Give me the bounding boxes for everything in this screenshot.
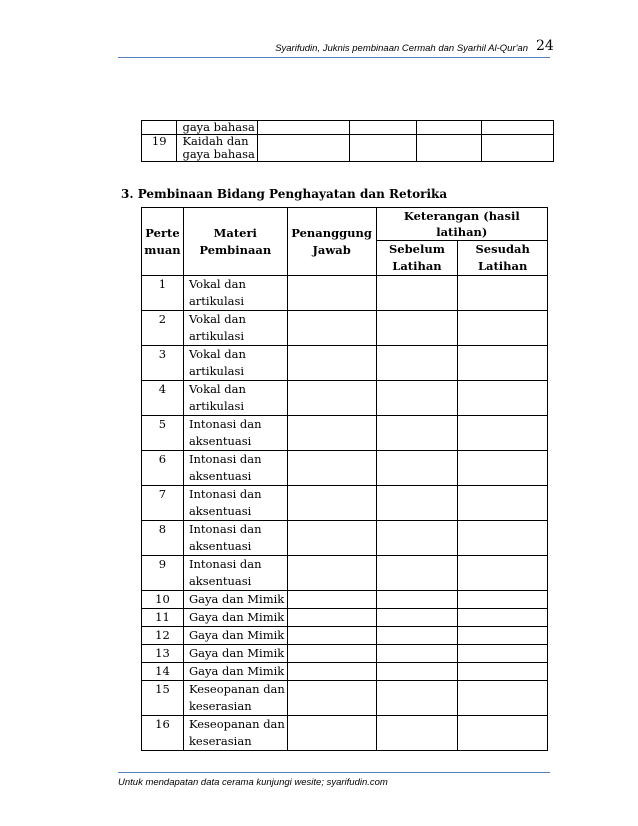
header-pertemuan-line2: muan <box>144 242 181 257</box>
table-row <box>142 645 548 663</box>
table-row <box>142 681 548 716</box>
table-row <box>142 663 548 681</box>
materi-line: Keseopanan dan <box>188 717 285 731</box>
empty-cell <box>458 521 548 556</box>
empty-cell <box>376 521 458 556</box>
materi-line: Vokal dan <box>188 312 246 326</box>
header-sesudah-line1: Sesudah <box>475 242 530 256</box>
materi-line: Gaya dan Mimik <box>188 646 285 660</box>
materi-line: artikulasi <box>188 294 245 308</box>
empty-cell <box>287 609 376 627</box>
empty-cell <box>458 381 548 416</box>
row-materi <box>183 451 287 486</box>
empty-cell <box>458 276 548 311</box>
empty-cell <box>376 663 458 681</box>
row-materi <box>183 381 287 416</box>
table-row <box>142 346 548 381</box>
row-materi <box>183 556 287 591</box>
row-materi <box>183 311 287 346</box>
table-continued-body <box>142 121 554 162</box>
empty-cell <box>349 121 416 135</box>
empty-cell <box>458 663 548 681</box>
header-penanggung-line2: Jawab <box>312 242 351 257</box>
row-number: 12 <box>142 627 184 645</box>
materi-line: Gaya dan Mimik <box>188 592 285 606</box>
materi-line: aksentuasi <box>188 504 252 518</box>
empty-cell <box>287 451 376 486</box>
row-number: 15 <box>142 681 184 716</box>
empty-cell <box>257 135 349 162</box>
empty-cell <box>376 681 458 716</box>
row-number <box>142 121 177 135</box>
empty-cell <box>482 135 554 162</box>
row-materi <box>183 663 287 681</box>
header-sebelum-line2: Latihan <box>392 259 442 273</box>
empty-cell <box>287 381 376 416</box>
empty-cell <box>416 135 481 162</box>
empty-cell <box>287 311 376 346</box>
empty-cell <box>287 486 376 521</box>
row-materi <box>183 591 287 609</box>
page-number: 24 <box>536 38 554 54</box>
materi-line: Intonasi dan <box>188 522 262 536</box>
header-rule <box>118 57 550 58</box>
empty-cell <box>376 556 458 591</box>
materi-line: Gaya dan Mimik <box>188 610 285 624</box>
table-row <box>142 591 548 609</box>
empty-cell <box>287 276 376 311</box>
row-materi <box>183 486 287 521</box>
row-number: 7 <box>142 486 184 521</box>
empty-cell <box>458 609 548 627</box>
row-materi <box>183 521 287 556</box>
empty-cell <box>458 627 548 645</box>
table-row <box>142 451 548 486</box>
materi-line: artikulasi <box>188 364 245 378</box>
materi-line: keserasian <box>188 699 252 713</box>
empty-cell <box>287 416 376 451</box>
materi-line: gaya bahasa <box>182 120 255 134</box>
empty-cell <box>287 556 376 591</box>
empty-cell <box>482 121 554 135</box>
row-number: 4 <box>142 381 184 416</box>
empty-cell <box>376 346 458 381</box>
empty-cell <box>287 663 376 681</box>
table-continued <box>141 120 554 162</box>
row-materi <box>183 716 287 751</box>
table-row <box>142 556 548 591</box>
materi-line: Kaidah dan <box>182 134 249 148</box>
table-row <box>142 381 548 416</box>
row-number: 1 <box>142 276 184 311</box>
materi-line: keserasian <box>188 734 252 748</box>
table-row <box>142 121 554 135</box>
table-row <box>142 276 548 311</box>
empty-cell <box>416 121 481 135</box>
materi-line: aksentuasi <box>188 469 252 483</box>
header-pertemuan-line1: Perte <box>145 225 180 240</box>
materi-line: artikulasi <box>188 399 245 413</box>
row-materi <box>177 135 257 162</box>
materi-line: artikulasi <box>188 329 245 343</box>
row-number: 5 <box>142 416 184 451</box>
table-row <box>142 716 548 751</box>
empty-cell <box>376 416 458 451</box>
row-number: 2 <box>142 311 184 346</box>
section-heading: 3. Pembinaan Bidang Penghayatan dan Retorika <box>121 187 448 201</box>
row-materi <box>183 416 287 451</box>
empty-cell <box>287 681 376 716</box>
table-row <box>142 486 548 521</box>
running-header: Syarifudin, Juknis pembinaan Cermah dan Syarhil Al-Qur'an <box>275 43 528 54</box>
empty-cell <box>458 716 548 751</box>
materi-line: Intonasi dan <box>188 557 262 571</box>
row-materi <box>177 121 257 135</box>
materi-line: Vokal dan <box>188 277 246 291</box>
header-sebelum-line1: Sebelum <box>389 242 445 256</box>
table-row <box>142 521 548 556</box>
row-materi <box>183 276 287 311</box>
row-number: 13 <box>142 645 184 663</box>
materi-line: aksentuasi <box>188 539 252 553</box>
row-number: 16 <box>142 716 184 751</box>
table-row <box>142 135 554 162</box>
empty-cell <box>458 591 548 609</box>
header-sesudah-line2: Latihan <box>477 259 528 273</box>
empty-cell <box>257 121 349 135</box>
row-materi <box>183 627 287 645</box>
empty-cell <box>287 591 376 609</box>
footer-text: Untuk mendapatan data cerama kunjungi wesite; syarifudin.com <box>118 777 388 788</box>
row-number: 19 <box>142 135 177 162</box>
row-materi <box>183 346 287 381</box>
empty-cell <box>287 627 376 645</box>
materi-line: aksentuasi <box>188 574 252 588</box>
header-materi-line1: Materi <box>213 225 257 240</box>
empty-cell <box>287 645 376 663</box>
empty-cell <box>376 311 458 346</box>
table-retorika <box>141 207 548 751</box>
header-materi <box>183 208 287 276</box>
row-number: 9 <box>142 556 184 591</box>
empty-cell <box>376 645 458 663</box>
empty-cell <box>376 451 458 486</box>
empty-cell <box>376 716 458 751</box>
empty-cell <box>287 346 376 381</box>
empty-cell <box>287 521 376 556</box>
materi-line: Intonasi dan <box>188 417 262 431</box>
table-retorika-body <box>142 276 548 751</box>
row-number: 8 <box>142 521 184 556</box>
empty-cell <box>349 135 416 162</box>
empty-cell <box>376 276 458 311</box>
header-penanggung <box>287 208 376 276</box>
materi-line: Vokal dan <box>188 382 246 396</box>
empty-cell <box>376 609 458 627</box>
empty-cell <box>376 591 458 609</box>
materi-line: gaya bahasa <box>182 147 255 161</box>
header-penanggung-line1: Penanggung <box>291 225 372 240</box>
row-number: 11 <box>142 609 184 627</box>
header-keterangan: Keterangan (hasil latihan) <box>376 208 547 241</box>
empty-cell <box>458 486 548 521</box>
row-number: 3 <box>142 346 184 381</box>
row-materi <box>183 645 287 663</box>
empty-cell <box>458 645 548 663</box>
empty-cell <box>287 716 376 751</box>
empty-cell <box>458 681 548 716</box>
empty-cell <box>458 311 548 346</box>
materi-line: Vokal dan <box>188 347 246 361</box>
header-pertemuan <box>142 208 184 276</box>
row-materi <box>183 681 287 716</box>
footer-rule <box>118 772 550 773</box>
materi-line: Gaya dan Mimik <box>188 628 285 642</box>
row-number: 10 <box>142 591 184 609</box>
empty-cell <box>458 346 548 381</box>
empty-cell <box>376 486 458 521</box>
empty-cell <box>458 556 548 591</box>
materi-line: Keseopanan dan <box>188 682 285 696</box>
materi-line: Intonasi dan <box>188 452 262 466</box>
empty-cell <box>376 381 458 416</box>
table-row <box>142 311 548 346</box>
materi-line: Gaya dan Mimik <box>188 664 285 678</box>
empty-cell <box>376 627 458 645</box>
table-row <box>142 609 548 627</box>
materi-line: aksentuasi <box>188 434 252 448</box>
row-number: 6 <box>142 451 184 486</box>
table-row <box>142 627 548 645</box>
materi-line: Intonasi dan <box>188 487 262 501</box>
header-materi-line2: Pembinaan <box>199 242 272 257</box>
table-row <box>142 416 548 451</box>
empty-cell <box>458 416 548 451</box>
empty-cell <box>458 451 548 486</box>
header-sesudah <box>458 241 548 276</box>
row-materi <box>183 609 287 627</box>
header-sebelum <box>376 241 458 276</box>
row-number: 14 <box>142 663 184 681</box>
